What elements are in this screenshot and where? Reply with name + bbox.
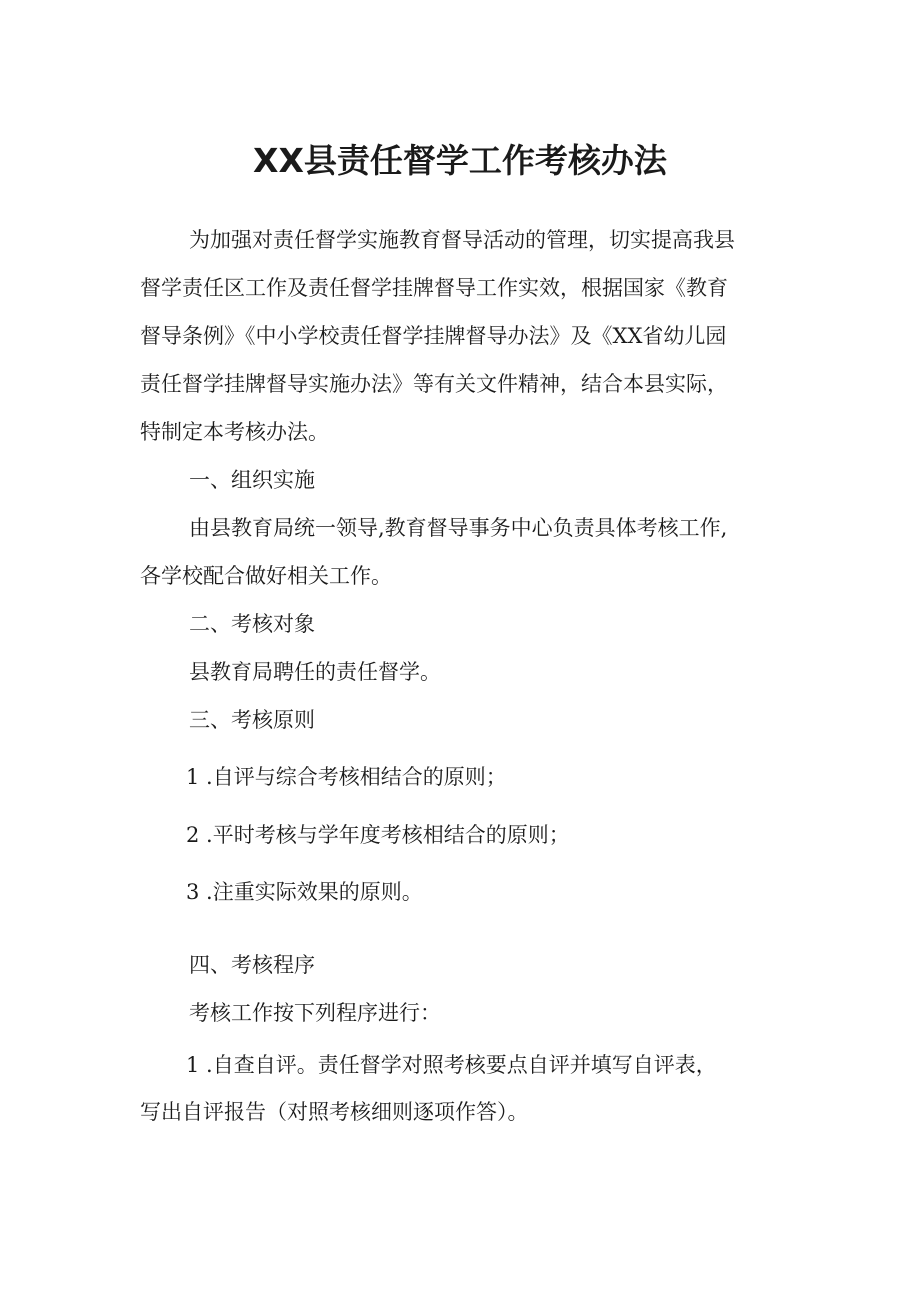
intro-line-1: 为加强对责任督学实施教育督导活动的管理，切实提高我县: [189, 228, 735, 252]
section-4-step-1-line-2: 写出自评报告（对照考核细则逐项作答）。: [140, 1100, 529, 1124]
section-2-heading: 二、考核对象: [189, 612, 315, 636]
section-4-step-1-line-1: 1 .自查自评。责任督学对照考核要点自评并填写自评表，: [186, 1053, 717, 1077]
section-2-body: 县教育局聘任的责任督学。: [189, 660, 441, 684]
intro-line-2: 督学责任区工作及责任督学挂牌督导工作实效，根据国家《教育: [140, 276, 728, 300]
section-4-heading: 四、考核程序: [189, 953, 315, 977]
intro-line-4: 责任督学挂牌督导实施办法》等有关文件精神，结合本县实际，: [140, 372, 728, 396]
section-1-body-line-2: 各学校配合做好相关工作。: [140, 564, 392, 588]
section-3-heading: 三、考核原则: [189, 708, 315, 732]
section-3-item-3: 3 .注重实际效果的原则。: [186, 880, 423, 904]
intro-line-3: 督导条例》《中小学校责任督学挂牌督导办法》及《XX省幼儿园: [140, 324, 727, 348]
section-3-item-2: 2 .平时考核与学年度考核相结合的原则；: [186, 823, 570, 847]
section-4-lead: 考核工作按下列程序进行：: [189, 1001, 441, 1025]
section-1-heading: 一、组织实施: [189, 468, 315, 492]
section-1-body-line-1: 由县教育局统一领导,教育督导事务中心负责具体考核工作,: [189, 516, 728, 540]
document-title: XX县责任督学工作考核办法: [253, 141, 667, 180]
intro-line-5: 特制定本考核办法。: [140, 420, 329, 444]
section-3-item-1: 1 .自评与综合考核相结合的原则；: [186, 765, 507, 789]
